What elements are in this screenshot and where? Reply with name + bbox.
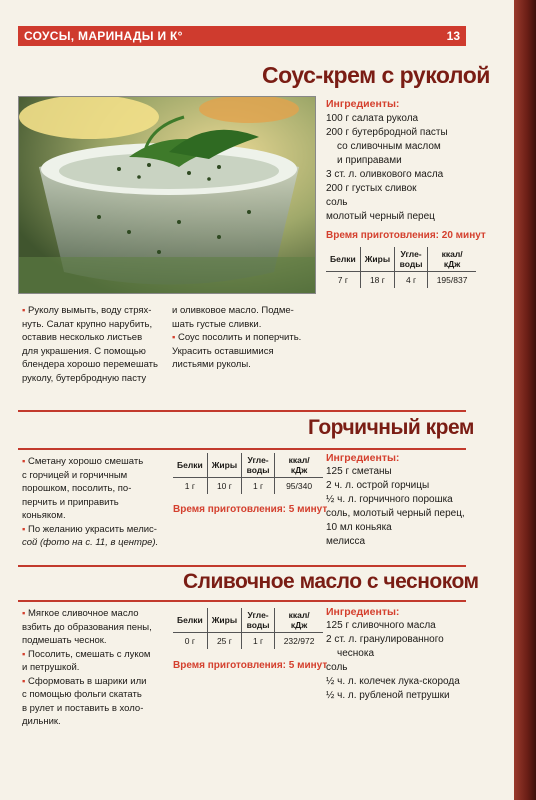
step-line: с помощью фольги скатать [22, 689, 142, 700]
nutrition-table [173, 453, 323, 494]
ingredient-line: 200 г бутербродной пасты [326, 127, 448, 138]
step-line: нуть. Салат крупно нарубить, [22, 318, 153, 330]
nutrition-value: 1 г [242, 478, 275, 495]
ingredient-line: ½ ч. л. рубленой петрушки [326, 690, 450, 701]
ingredient-line: и приправами [337, 155, 402, 166]
ingredient-line: соль [326, 662, 348, 673]
ingredient-line: чеснока [337, 648, 375, 659]
section-title: СОУСЫ, МАРИНАДЫ И К° [24, 29, 183, 43]
step-line: По желанию украсить мелис- [28, 523, 157, 535]
step-line: Сформовать в шарики или [28, 675, 147, 687]
recipe-title-mustard: Горчичный крем [308, 416, 474, 439]
book-spine [514, 0, 536, 800]
bullet-icon: ▪ [22, 456, 26, 467]
divider [18, 410, 466, 412]
step-line: для украшения. С помощью [22, 345, 146, 357]
instructions-col1 [22, 304, 172, 385]
ingredient-line: соль, молотый черный перец, [326, 508, 465, 519]
step-line: и петрушкой. [22, 662, 80, 673]
ingredient-line: молотый черный перец [326, 211, 435, 222]
divider [18, 448, 466, 450]
nutrition-table [173, 608, 323, 649]
step-line: коньяком. [22, 510, 66, 521]
step-line: подмешать чеснок. [22, 635, 107, 646]
nutrition-value: 195/837 [436, 275, 468, 285]
step-line: взбить до образования пены, [22, 621, 152, 633]
ingredient-line: 2 ст. л. гранулированного [326, 634, 444, 645]
ingredient-line: 125 г сливочного масла [326, 620, 436, 631]
nutrition-header: Угле- воды [242, 608, 275, 633]
ingredient-line: 2 ч. л. острой горчицы [326, 480, 430, 491]
step-line: с горчицей и горчичным [22, 469, 128, 481]
bullet-icon: ▪ [22, 523, 26, 535]
ingredient-line: мелисса [326, 536, 366, 547]
step-line: оставив несколько листьев [22, 332, 143, 343]
step-line: и оливковое масло. Подме- [172, 305, 294, 316]
ingredients-heading: Ингредиенты: [326, 98, 400, 110]
ingredients-list [326, 465, 465, 549]
nutrition-value: 1 г [242, 633, 275, 650]
prep-time: Время приготовления: 5 минут [173, 660, 328, 671]
ingredients-list [326, 112, 448, 224]
recipe-title-arugula: Соус-крем с руколой [262, 62, 490, 88]
step-line: руколу, бутербродную пасту [22, 372, 147, 384]
ingredient-line: 3 ст. л. оливкового масла [326, 169, 444, 180]
ingredient-line: ½ ч. л. горчичного порошка [326, 494, 453, 505]
instructions [22, 455, 170, 550]
divider [18, 565, 466, 567]
ingredients-heading: Ингредиенты: [326, 606, 400, 618]
sauce-bowl-photo [19, 97, 315, 293]
step-line: блендера хорошо перемешать [22, 359, 158, 370]
ingredient-line: соль [326, 197, 348, 208]
nutrition-header: ккал/ кДж [275, 608, 324, 633]
nutrition-value: 1 г [173, 478, 207, 495]
nutrition-header: Жиры [207, 608, 241, 633]
nutrition-value: 232/972 [283, 636, 315, 646]
bullet-icon: ▪ [22, 608, 26, 619]
step-line: шать густые сливки. [172, 318, 262, 330]
nutrition-value: 0 г [173, 633, 207, 650]
nutrition-header: Угле- воды [242, 453, 275, 478]
bullet-icon: ▪ [22, 305, 26, 316]
nutrition-value: 10 г [207, 478, 241, 495]
step-line: Мягкое сливочное масло [28, 608, 139, 619]
step-line: Посолить, смешать с луком [28, 648, 151, 660]
step-line: дильник. [22, 716, 61, 727]
bullet-icon: ▪ [22, 675, 26, 687]
nutrition-value: 7 г [326, 272, 360, 289]
nutrition-header: ккал/ кДж [428, 247, 477, 272]
nutrition-value: 25 г [207, 633, 241, 650]
bullet-icon: ▪ [22, 648, 26, 660]
step-line: Украсить оставшимися [172, 345, 274, 357]
bullet-icon: ▪ [172, 332, 176, 343]
instructions [22, 607, 170, 729]
step-line: листьями руколы. [172, 359, 251, 370]
prep-time: Время приготовления: 5 минут [173, 504, 328, 515]
ingredients-heading: Ингредиенты: [326, 452, 400, 464]
step-line: перчить и приправить [22, 496, 119, 508]
step-line: в рулет и поставить в холо- [22, 702, 144, 714]
step-line: Руколу вымыть, воду стрях- [28, 305, 152, 316]
section-header-bar [18, 26, 466, 46]
dish-photo [18, 96, 316, 294]
ingredient-line: со сливочным маслом [337, 141, 441, 152]
nutrition-value: 95/340 [286, 481, 313, 491]
ingredients-list [326, 619, 460, 703]
nutrition-header: ккал/ кДж [275, 453, 324, 478]
prep-time: Время приготовления: 20 минут [326, 230, 486, 241]
nutrition-header: Белки [173, 608, 207, 633]
nutrition-header: Белки [326, 247, 360, 272]
nutrition-header: Жиры [360, 247, 394, 272]
page-number: 13 [446, 29, 460, 43]
divider [18, 600, 466, 602]
ingredient-line: 125 г сметаны [326, 466, 392, 477]
ingredient-line: ½ ч. л. колечек лука-скорода [326, 676, 460, 687]
nutrition-value: 18 г [360, 272, 394, 289]
nutrition-header: Угле- воды [395, 247, 428, 272]
ingredient-line: 200 г густых сливок [326, 183, 417, 194]
ingredient-line: 10 мл коньяка [326, 522, 392, 533]
step-line: порошком, посолить, по- [22, 483, 132, 494]
step-line: Сметану хорошо смешать [28, 456, 144, 467]
recipe-title-garlic-butter: Сливочное масло с чесноком [183, 570, 479, 593]
nutrition-table [326, 247, 476, 288]
nutrition-header: Белки [173, 453, 207, 478]
step-line: Соус посолить и поперчить. [178, 332, 302, 343]
nutrition-header: Жиры [207, 453, 241, 478]
step-line: сой (фото на с. 11, в центре). [22, 537, 159, 548]
instructions-col2 [172, 304, 322, 372]
nutrition-value: 4 г [395, 272, 428, 289]
ingredient-line: 100 г салата рукола [326, 113, 419, 124]
